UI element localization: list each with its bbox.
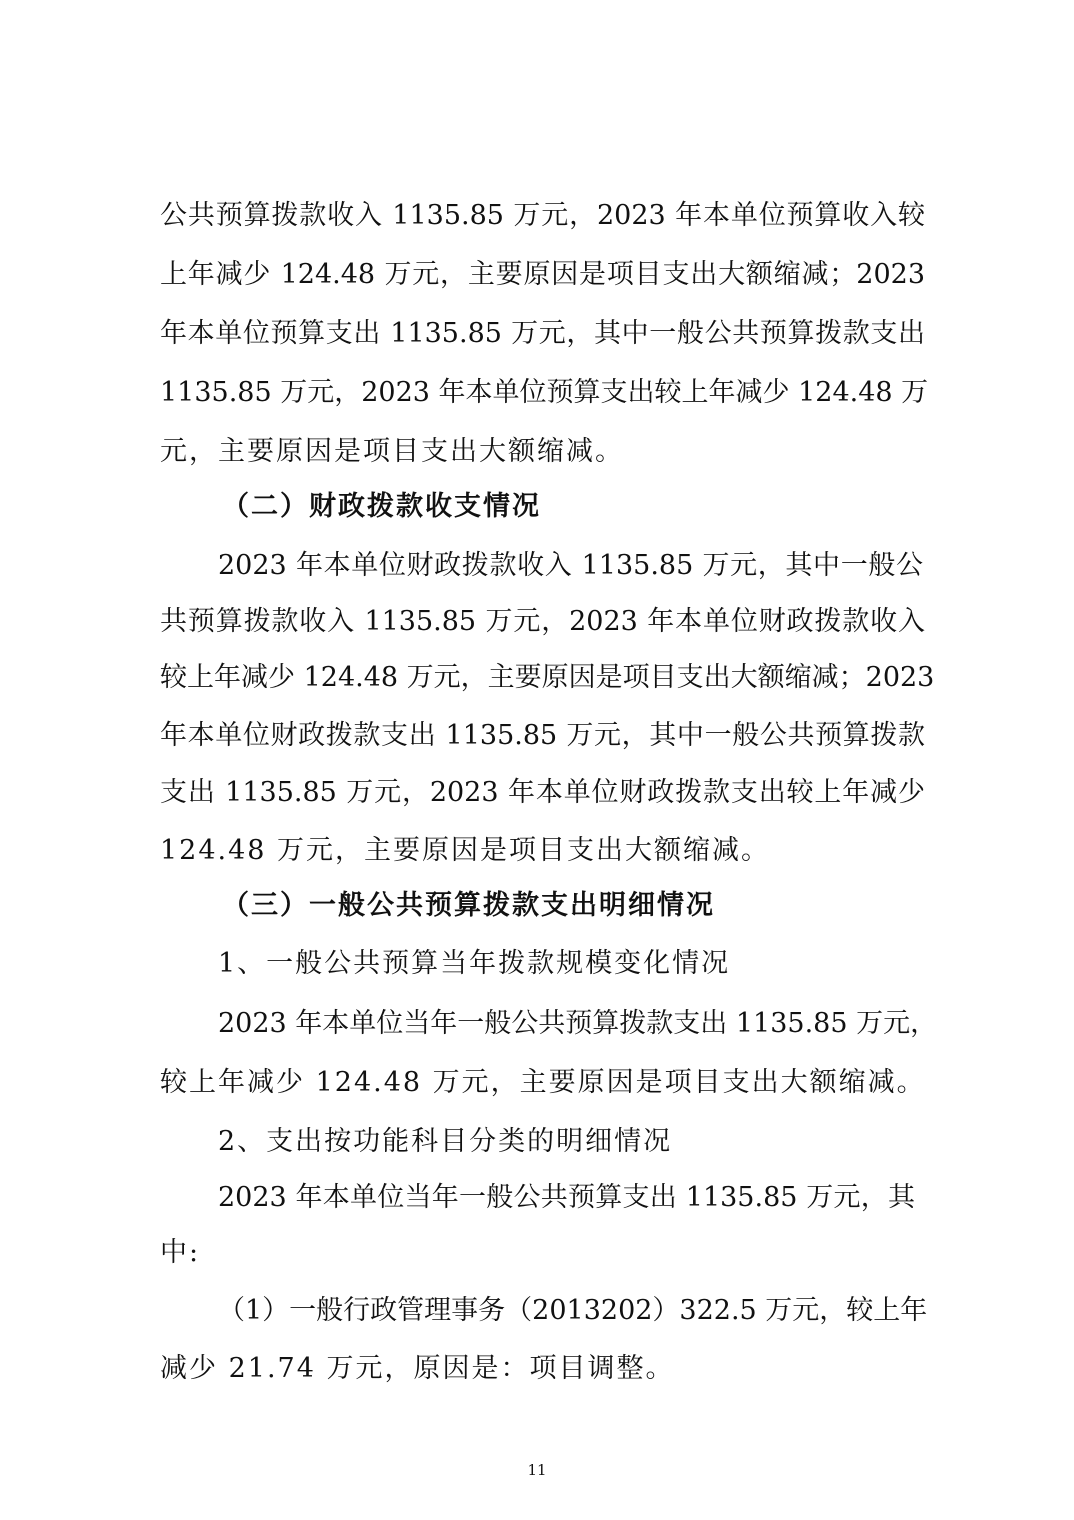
paragraph-line: 124.48 万元，主要原因是项目支出大额缩减。 [160, 835, 771, 866]
section-heading: （二）财政拨款收支情况 [222, 491, 541, 522]
subsection-heading: 2、支出按功能科目分类的明细情况 [218, 1126, 673, 1157]
paragraph-line: 公共预算拨款收入 1135.85 万元，2023 年本单位预算收入较 [160, 200, 925, 231]
paragraph-line: 共预算拨款收入 1135.85 万元，2023 年本单位财政拨款收入 [160, 606, 925, 637]
paragraph-line: 2023 年本单位当年一般公共预算拨款支出 1135.85 万元， [218, 1008, 938, 1039]
paragraph-line: 2023 年本单位财政拨款收入 1135.85 万元，其中一般公 [218, 550, 923, 581]
subsection-heading: 1、一般公共预算当年拨款规模变化情况 [218, 948, 731, 979]
paragraph-line: 较上年减少 124.48 万元，主要原因是项目支出大额缩减；2023 [160, 662, 935, 693]
paragraph-line: 年本单位财政拨款支出 1135.85 万元，其中一般公共预算拨款 [160, 720, 925, 751]
paragraph-line: 中: [160, 1237, 201, 1268]
paragraph-line: 年本单位预算支出 1135.85 万元，其中一般公共预算拨款支出 [160, 318, 925, 349]
paragraph-line: （1）一般行政管理事务（2013202）322.5 万元，较上年 [218, 1295, 928, 1326]
paragraph-line: 较上年减少 124.48 万元，主要原因是项目支出大额缩减。 [160, 1067, 926, 1098]
paragraph-line: 支出 1135.85 万元，2023 年本单位财政拨款支出较上年减少 [160, 777, 925, 808]
paragraph-line: 减少 21.74 万元，原因是：项目调整。 [160, 1353, 675, 1384]
section-heading: （三）一般公共预算拨款支出明细情况 [222, 890, 715, 921]
paragraph-line: 元，主要原因是项目支出大额缩减。 [160, 436, 624, 467]
paragraph-line: 2023 年本单位当年一般公共预算支出 1135.85 万元，其 [218, 1182, 915, 1213]
page-number: 11 [527, 1461, 547, 1479]
paragraph-line: 1135.85 万元，2023 年本单位预算支出较上年减少 124.48 万 [160, 377, 929, 408]
paragraph-line: 上年减少 124.48 万元，主要原因是项目支出大额缩减；2023 [160, 259, 925, 290]
